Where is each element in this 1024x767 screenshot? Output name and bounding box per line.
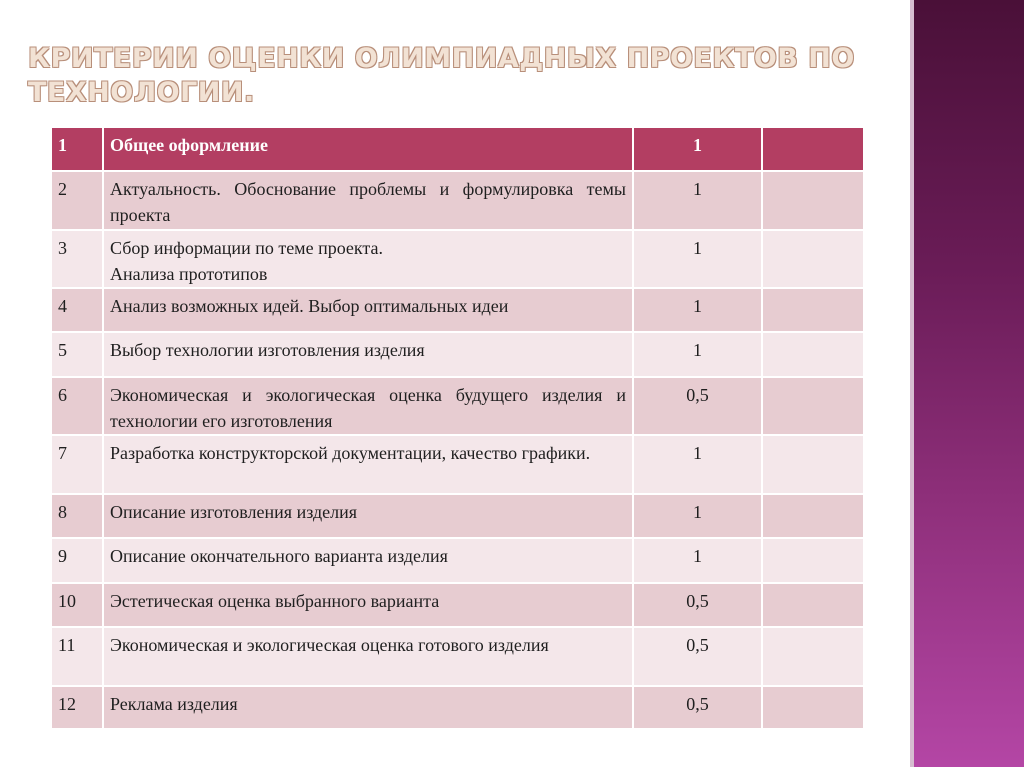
slide-title: КРИТЕРИИ ОЦЕНКИ ОЛИМПИАДНЫХ ПРОЕКТОВ ПО ТЕХНОЛОГИИ. [28, 43, 855, 108]
criterion-score: 0,5 [633, 583, 762, 627]
criterion-text: Общее оформление [103, 127, 633, 171]
table-row [51, 230, 864, 288]
criterion-text [103, 230, 633, 288]
criterion-score: 1 [633, 435, 762, 494]
criterion-score: 1 [633, 171, 762, 230]
criterion-number: 9 [51, 538, 103, 583]
criterion-text: Описание изготовления изделия [103, 494, 633, 538]
table-row [51, 332, 864, 377]
criterion-number: 5 [51, 332, 103, 377]
criterion-number: 3 [51, 230, 103, 288]
table-row [51, 171, 864, 230]
empty-cell [762, 230, 864, 288]
criterion-text: Реклама изделия [103, 686, 633, 729]
table-row [51, 127, 864, 171]
table-row [51, 583, 864, 627]
criterion-score: 0,5 [633, 377, 762, 435]
criterion-number: 1 [51, 127, 103, 171]
criterion-text: Экономическая и экологическая оценка готового изделия [103, 627, 633, 686]
criterion-number: 2 [51, 171, 103, 230]
empty-cell [762, 332, 864, 377]
criterion-text-line: Анализа прототипов [110, 264, 268, 284]
table-row [51, 288, 864, 332]
criterion-score: 1 [633, 494, 762, 538]
table-row [51, 377, 864, 435]
criterion-score: 1 [633, 288, 762, 332]
criterion-number: 12 [51, 686, 103, 729]
criterion-text: Разработка конструкторской документации, качество графики. [103, 435, 633, 494]
criterion-score: 1 [633, 127, 762, 171]
empty-cell [762, 686, 864, 729]
criterion-score: 1 [633, 332, 762, 377]
criterion-score: 1 [633, 230, 762, 288]
criterion-text: Актуальность. Обоснование проблемы и формулировка темы проекта [103, 171, 633, 230]
criteria-table [50, 126, 865, 730]
empty-cell [762, 435, 864, 494]
empty-cell [762, 494, 864, 538]
table-row [51, 494, 864, 538]
table-row [51, 627, 864, 686]
criterion-score: 0,5 [633, 627, 762, 686]
criterion-score: 0,5 [633, 686, 762, 729]
criterion-text: Экономическая и экологическая оценка будущего изделия и технологии его изготовления [103, 377, 633, 435]
table-row [51, 686, 864, 729]
criterion-number: 8 [51, 494, 103, 538]
table-row [51, 435, 864, 494]
criterion-number: 11 [51, 627, 103, 686]
criterion-score: 1 [633, 538, 762, 583]
criterion-number: 7 [51, 435, 103, 494]
empty-cell [762, 171, 864, 230]
criterion-text-line: Сбор информации по теме проекта. [110, 238, 383, 258]
table-row [51, 538, 864, 583]
criterion-number: 4 [51, 288, 103, 332]
criterion-number: 6 [51, 377, 103, 435]
criterion-text: Выбор технологии изготовления изделия [103, 332, 633, 377]
empty-cell [762, 583, 864, 627]
empty-cell [762, 288, 864, 332]
criterion-text: Эстетическая оценка выбранного варианта [103, 583, 633, 627]
criterion-text: Описание окончательного варианта изделия [103, 538, 633, 583]
decorative-sidebar [914, 0, 1024, 767]
empty-cell [762, 127, 864, 171]
criterion-text: Анализ возможных идей. Выбор оптимальных идеи [103, 288, 633, 332]
criterion-number: 10 [51, 583, 103, 627]
empty-cell [762, 627, 864, 686]
empty-cell [762, 377, 864, 435]
empty-cell [762, 538, 864, 583]
